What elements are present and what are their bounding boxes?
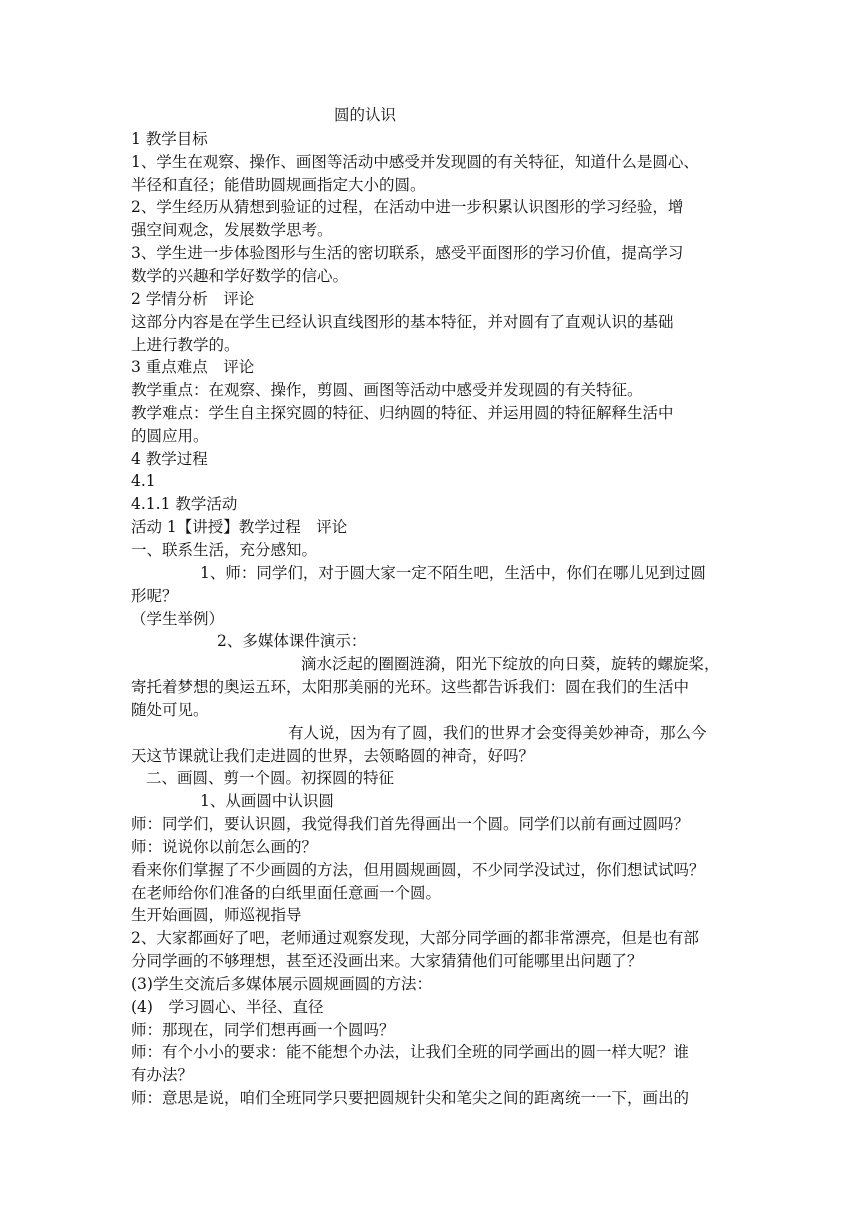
text-line: 2、多媒体课件演示：: [217, 632, 367, 650]
text-line: 随处可见。: [131, 701, 209, 719]
text-line: 2、学生经历从猜想到验证的过程，在活动中进一步积累认识图形的学习经验，增: [131, 198, 684, 216]
section-number: 4.1: [131, 472, 156, 490]
text-line: 半径和直径；能借助圆规画指定大小的圆。: [131, 176, 426, 194]
text-line: 师：有个小小的要求：能不能想个办法，让我们全班的同学画出的圆一样大呢？谁: [131, 1043, 690, 1061]
text-line: 寄托着梦想的奥运五环，太阳那美丽的光环。这些都告诉我们：圆在我们的生活中: [131, 678, 690, 696]
text-line: 生开始画圆，师巡视指导: [131, 906, 302, 924]
text-line: 这部分内容是在学生已经认识直线图形的基本特征，并对圆有了直观认识的基础: [131, 313, 674, 331]
text-line: 一、联系生活，充分感知。: [131, 541, 318, 559]
text-line: （学生举例）: [131, 610, 225, 628]
text-line: 教学重点：在观察、操作，剪圆、画图等活动中感受并发现圆的有关特征。: [131, 381, 643, 399]
text-line: 师：那现在，同学们想再画一个圆吗？: [131, 1021, 395, 1039]
text-line: 的圆应用。: [131, 427, 209, 445]
text-line: 师：同学们，要认识圆，我觉得我们首先得画出一个圆。同学们以前有画过圆吗？: [131, 815, 690, 833]
section-heading-objectives: 1 教学目标: [131, 130, 208, 148]
text-line: 看来你们掌握了不少画圆的方法，但用圆规画圆，不少同学没试过，你们想试试吗？: [131, 861, 705, 879]
text-line: 天这节课就让我们走进圆的世界，去领略圆的神奇，好吗？: [131, 747, 535, 765]
activity-heading: 活动 1【讲授】教学过程 评论: [131, 518, 348, 536]
text-line: 2、大家都画好了吧，老师通过观察发现，大部分同学画的都非常漂亮，但是也有部: [131, 929, 699, 947]
text-line: 数学的兴趣和学好数学的信心。: [131, 267, 349, 285]
text-line: 分同学画的不够理想，甚至还没画出来。大家猜猜他们可能哪里出问题了？: [131, 952, 643, 970]
text-line: 有办法？: [131, 1066, 194, 1084]
subsection-heading: 4.1.1 教学活动: [131, 495, 238, 513]
text-line: 师：说说你以前怎么画的？: [131, 838, 318, 856]
text-line: 师：意思是说，咱们全班同学只要把圆规针尖和笔尖之间的距离统一一下，画出的: [131, 1089, 690, 1107]
section-heading-key-points: 3 重点难点 评论: [131, 358, 255, 376]
text-line: 1、从画圆中认识圆: [200, 792, 334, 810]
text-line: 二、画圆、剪一个圆。初探圆的特征: [146, 769, 395, 787]
text-line: 1、师：同学们，对于圆大家一定不陌生吧，生活中，你们在哪儿见到过圆: [200, 564, 706, 582]
text-line: (4) 学习圆心、半径、直径: [131, 998, 324, 1016]
text-line: 3、学生进一步体验图形与生活的密切联系，感受平面图形的学习价值，提高学习: [131, 244, 684, 262]
section-heading-analysis: 2 学情分析 评论: [131, 290, 255, 308]
text-line: 上进行教学的。: [131, 336, 240, 354]
text-line: 强空间观念，发展数学思考。: [131, 221, 333, 239]
section-heading-process: 4 教学过程: [131, 450, 208, 468]
document-title: 圆的认识: [333, 106, 396, 124]
text-line: 有人说，因为有了圆，我们的世界才会变得美妙神奇，那么今: [288, 724, 707, 742]
text-line: 形呢？: [131, 587, 178, 605]
text-line: 在老师给你们准备的白纸里面任意画一个圆。: [131, 884, 442, 902]
text-line: (3)学生交流后多媒体展示圆规画圆的方法：: [131, 975, 432, 993]
text-line: 教学难点：学生自主探究圆的特征、归纳圆的特征、并运用圆的特征解释生活中: [131, 404, 674, 422]
text-line: 1、学生在观察、操作、画图等活动中感受并发现圆的有关特征，知道什么是圆心、: [131, 153, 699, 171]
text-line: 滴水泛起的圈圈涟漪，阳光下绽放的向日葵，旋转的螺旋桨，: [301, 655, 720, 673]
